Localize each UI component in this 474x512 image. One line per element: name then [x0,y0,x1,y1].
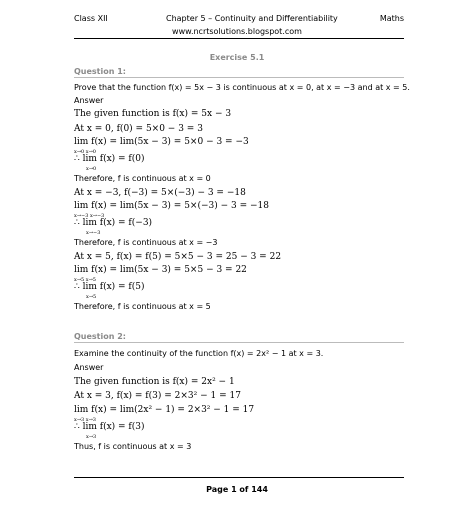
q1-therefore-minus-3: Therefore, f is continuous at x = −3 [74,238,218,247]
page-header [74,14,404,26]
q2-conclusion-3-subscript: x→3 [86,434,97,440]
question-1-heading: Question 1: [74,67,126,76]
q2-given: The given function is f(x) = 2x² − 1 [74,377,235,387]
q1-limit-minus-3: lim f(x) = lim(5x − 3) = 5×(−3) − 3 = −18 [74,201,270,211]
question-2-answer-label: Answer [74,363,104,372]
q1-therefore-5: Therefore, f is continuous at x = 5 [74,302,211,311]
exercise-title: Exercise 5.1 [209,53,265,62]
q2-limit-3-subscript: x→3 x→3 [74,417,96,423]
page-number: Page 1 of 144 [206,485,268,494]
q1-conclusion-0-subscript: x→0 [86,166,97,172]
question-2-rule [74,342,404,343]
header-class: Class XII [74,14,108,23]
q1-at-5: At x = 5, f(x) = f(5) = 5×5 − 3 = 25 − 3 = 22 [74,252,282,262]
header-chapter: Chapter 5 – Continuity and Differentiability [166,14,338,23]
question-1-rule [74,77,404,78]
q1-limit-5-subscript: x→5 x→5 [74,277,96,283]
q2-limit-3: lim f(x) = lim(2x² − 1) = 2×3² − 1 = 17 [74,405,255,415]
question-2-heading: Question 2: [74,332,126,341]
q1-limit-0: lim f(x) = lim(5x − 3) = 5×0 − 3 = −3 [74,137,249,147]
q2-thus: Thus, f is continuous at x = 3 [74,442,192,451]
q1-conclusion-5: ∴ lim f(x) = f(5) [74,282,145,292]
q2-at-3: At x = 3, f(x) = f(3) = 2×3² − 1 = 17 [74,391,241,401]
q1-conclusion-0: ∴ lim f(x) = f(0) [74,154,145,164]
q1-conclusion-5-subscript: x→5 [86,294,97,300]
q1-conclusion-minus-3-subscript: x→−3 [86,230,101,236]
q1-given: The given function is f(x) = 5x − 3 [74,109,232,119]
header-subject: Maths [379,14,404,23]
header-rule [74,38,404,39]
footer-rule [74,477,404,478]
q2-conclusion-3: ∴ lim f(x) = f(3) [74,422,145,432]
question-2-prompt: Examine the continuity of the function f(x) = 2x² − 1 at x = 3. [74,349,324,358]
q1-limit-0-subscript: x→0 x→0 [74,149,96,155]
q1-limit-5: lim f(x) = lim(5x − 3) = 5×5 − 3 = 22 [74,265,247,275]
question-1-prompt: Prove that the function f(x) = 5x − 3 is continuous at x = 0, at x = −3 and at x = 5. [74,83,410,92]
q1-limit-minus-3-subscript: x→−3 x→−3 [74,213,105,219]
q1-therefore-0: Therefore, f is continuous at x = 0 [74,174,211,183]
q1-at-0: At x = 0, f(0) = 5×0 − 3 = 3 [74,124,203,134]
header-url: www.ncrtsolutions.blogspot.com [172,27,302,36]
q1-at-minus-3: At x = −3, f(−3) = 5×(−3) − 3 = −18 [74,188,246,198]
question-1-answer-label: Answer [74,96,104,105]
q1-conclusion-minus-3: ∴ lim f(x) = f(−3) [74,218,153,228]
